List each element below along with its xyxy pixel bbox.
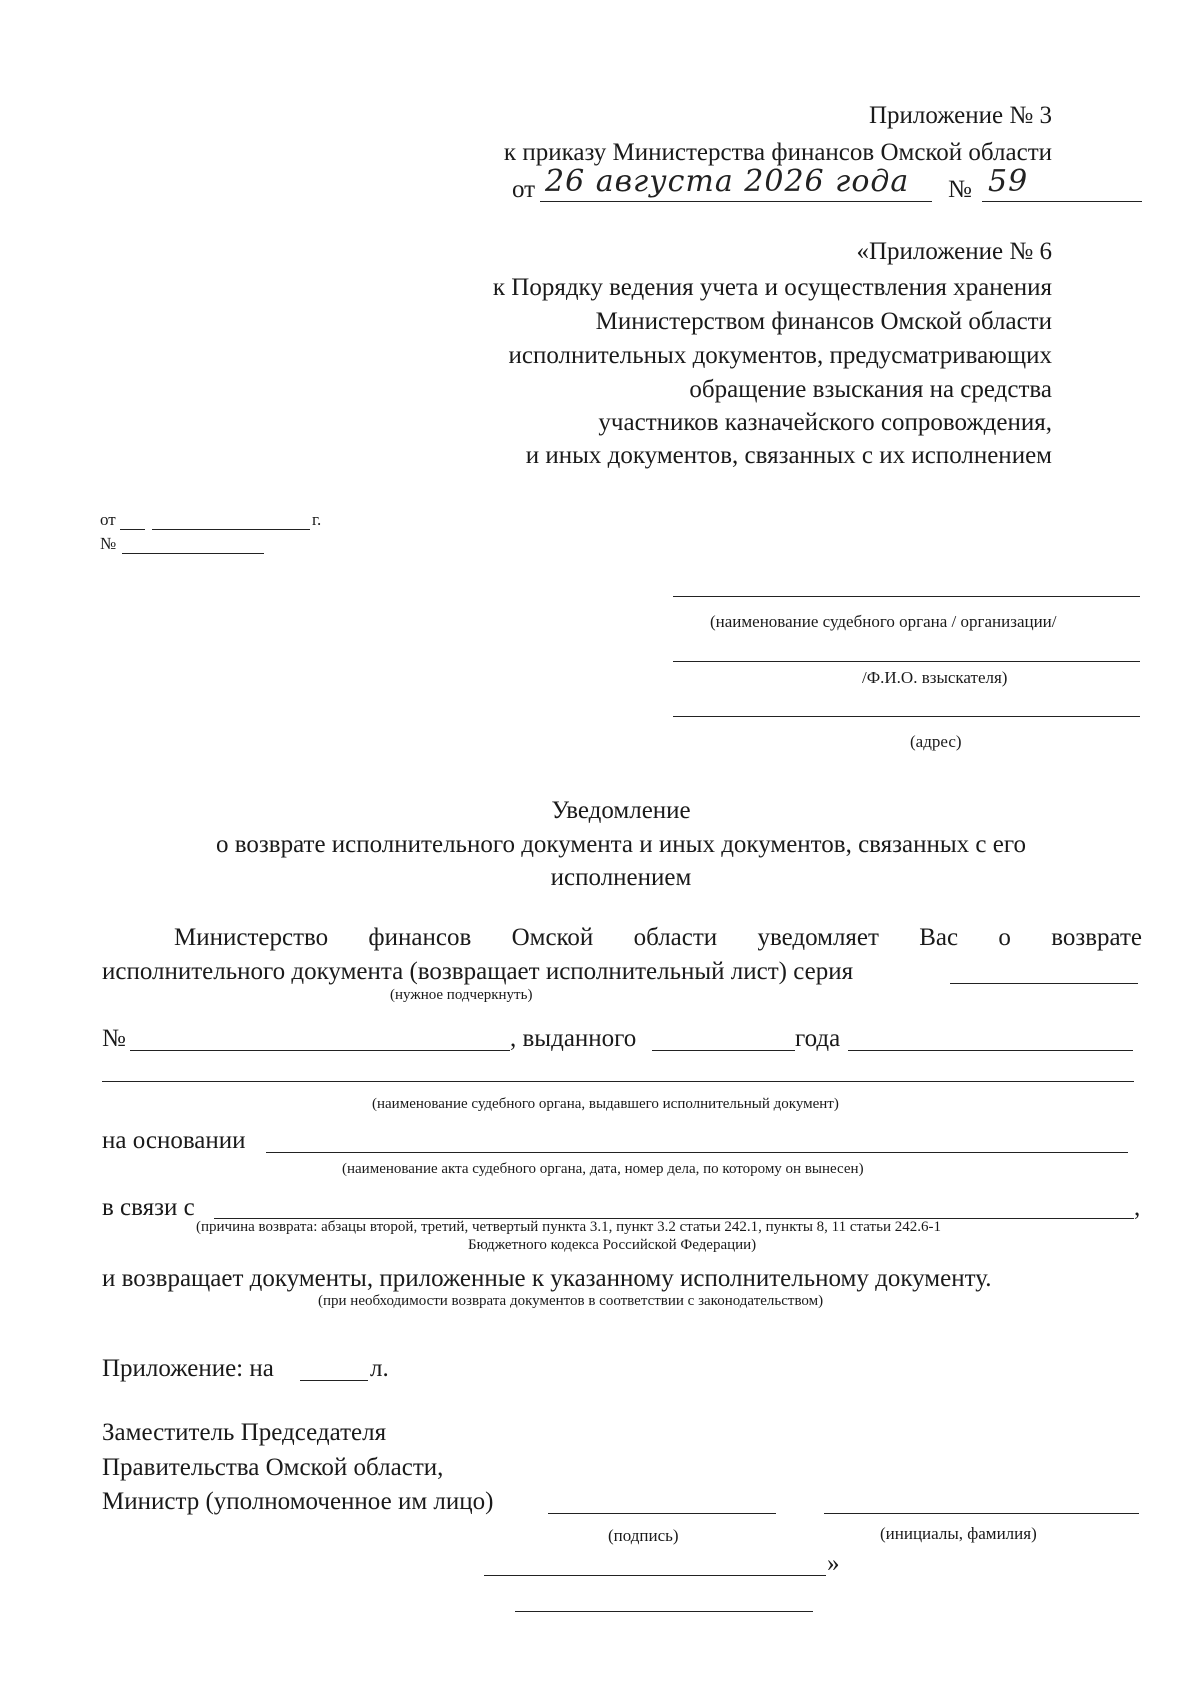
procedure-line-1: «Приложение № 6 [856,238,1052,265]
procedure-line-6: участников казначейского сопровождения, [598,409,1052,436]
closing-line-1 [484,1575,826,1576]
outgoing-number-line [122,553,264,554]
outgoing-date-label: от [100,510,116,529]
addressee-fio-caption: /Ф.И.О. взыскателя) [862,668,1008,687]
body-paragraph-line-2: исполнительного документа (возвращает исполнительный лист) серия [102,958,854,985]
outgoing-year-suffix: г. [312,510,322,529]
underline-hint: (нужное подчеркнуть) [390,987,533,1003]
court-name-line [102,1081,1134,1082]
reason-caption-line-1: (причина возврата: абзацы второй, третий, четвертый пункта 3.1, пункт 3.2 статьи 242.1, пункты 8, 11 статьи 242.6-1 [196,1219,941,1235]
procedure-line-3: Министерством финансов Омской области [595,308,1052,335]
addressee-address-line [673,716,1140,717]
order-number-line [982,201,1142,202]
issued-date-line [652,1050,795,1051]
reason-comma: , [1134,1194,1141,1221]
outgoing-day-line [120,529,145,530]
closing-quote: » [827,1550,840,1577]
notice-subtitle-line-1: о возврате исполнительного документа и иных документов, связанных с его [216,831,1026,858]
procedure-line-2: к Порядку ведения учета и осуществления хранения [492,274,1052,301]
signatory-line-3: Министр (уполномоченное им лицо) [102,1488,494,1515]
procedure-line-4: исполнительных документов, предусматривающих [508,342,1052,369]
attachment-suffix: л. [370,1355,389,1382]
outgoing-date-line [152,529,310,530]
addressee-fio-line [673,661,1140,662]
basis-label: на основании [102,1127,246,1154]
document-number-line [130,1050,510,1051]
order-date-label: от [512,176,536,203]
name-caption: (инициалы, фамилия) [880,1524,1037,1543]
reason-caption-line-2: Бюджетного кодекса Российской Федерации) [468,1237,757,1253]
returns-caption: (при необходимости возврата документов в соответствии с законодательством) [318,1293,824,1309]
addressee-org-caption: (наименование судебного органа / организации/ [710,612,1057,631]
order-number-label: № [948,176,972,203]
procedure-line-5: обращение взыскания на средства [689,376,1052,403]
court-name-caption: (наименование судебного органа, выдавшего исполнительный документ) [372,1096,839,1112]
closing-line-2 [515,1611,813,1612]
issued-label: , выданного [510,1025,637,1052]
order-reference: к приказу Министерства финансов Омской области [503,139,1052,166]
basis-line [266,1152,1128,1153]
notice-heading: Уведомление [551,797,691,824]
addressee-org-line [673,596,1140,597]
handwritten-order-number: 59 [988,164,1029,199]
series-line [950,983,1138,984]
order-date-line [540,201,932,202]
appendix-title: Приложение № 3 [868,102,1052,129]
name-line [824,1513,1139,1514]
procedure-line-7: и иных документов, связанных с их исполнением [525,442,1052,469]
returns-statement: и возвращает документы, приложенные к указанному исполнительному документу. [102,1265,992,1292]
handwritten-order-date: 26 августа 2026 года [545,164,910,199]
court-act-caption: (наименование акта судебного органа, дата, номер дела, по которому он вынесен) [342,1161,864,1177]
signature-caption: (подпись) [608,1526,679,1545]
outgoing-number-label: № [100,534,117,553]
year-label: года [795,1025,841,1052]
body-paragraph-line-1: Министерство финансов Омской области уведомляет Вас о возврате [174,924,1142,951]
attachment-label: Приложение: на [102,1355,274,1382]
notice-subtitle-line-2: исполнением [550,864,692,891]
attachment-pages-line [300,1380,368,1381]
signatory-line-1: Заместитель Председателя [102,1419,387,1446]
reason-label: в связи с [102,1194,195,1221]
document-number-label: № [102,1025,126,1052]
year-line [848,1050,1133,1051]
addressee-address-caption: (адрес) [910,732,962,751]
signature-line [548,1513,776,1514]
signatory-line-2: Правительства Омской области, [102,1454,444,1481]
